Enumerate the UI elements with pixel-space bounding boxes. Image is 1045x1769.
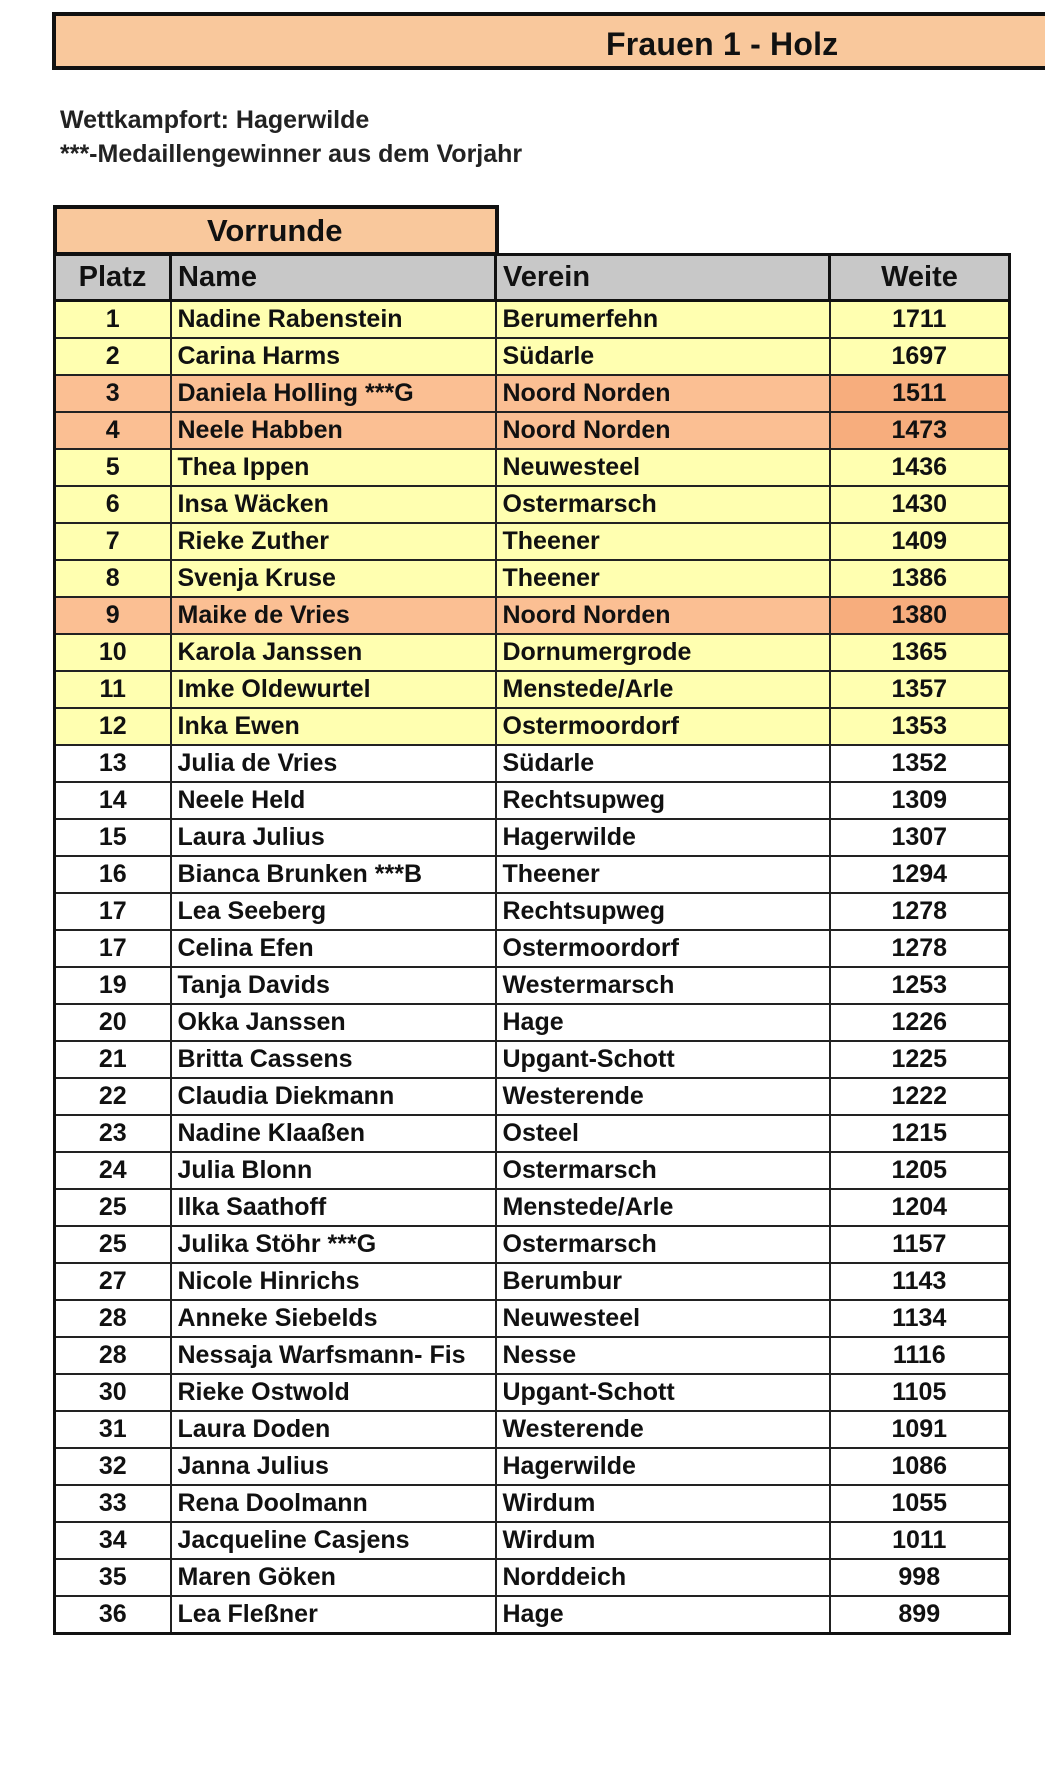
table-row [55, 523, 1010, 560]
cell-verein: Westermarsch [496, 967, 830, 1004]
cell-platz: 5 [55, 449, 171, 486]
cell-name: Insa Wäcken [171, 486, 496, 523]
cell-platz: 20 [55, 1004, 171, 1041]
cell-name: Thea Ippen [171, 449, 496, 486]
cell-name: Maren Göken [171, 1559, 496, 1596]
cell-name: Karola Janssen [171, 634, 496, 671]
cell-platz: 2 [55, 338, 171, 375]
cell-platz: 25 [55, 1226, 171, 1263]
cell-platz: 28 [55, 1337, 171, 1374]
page-title: Frauen 1 - Holz [606, 26, 839, 62]
cell-name: Okka Janssen [171, 1004, 496, 1041]
cell-weite: 899 [830, 1596, 1010, 1634]
medal-note: ***-Medaillengewinner aus dem Vorjahr [60, 140, 523, 168]
cell-name: Rieke Ostwold [171, 1374, 496, 1411]
cell-verein: Norddeich [496, 1559, 830, 1596]
table-row [55, 1448, 1010, 1485]
cell-name: Laura Doden [171, 1411, 496, 1448]
table-row [55, 1004, 1010, 1041]
table-row [55, 449, 1010, 486]
table-row [55, 1115, 1010, 1152]
cell-name: Nicole Hinrichs [171, 1263, 496, 1300]
cell-weite: 1380 [830, 597, 1010, 634]
cell-weite: 1226 [830, 1004, 1010, 1041]
cell-name: Maike de Vries [171, 597, 496, 634]
cell-verein: Noord Norden [496, 375, 830, 412]
cell-name: Rena Doolmann [171, 1485, 496, 1522]
cell-name: Celina Efen [171, 930, 496, 967]
table-header-row [55, 255, 1010, 301]
cell-weite: 1204 [830, 1189, 1010, 1226]
table-row [55, 1041, 1010, 1078]
cell-platz: 31 [55, 1411, 171, 1448]
table-row [55, 597, 1010, 634]
table-row [55, 1152, 1010, 1189]
cell-platz: 4 [55, 412, 171, 449]
cell-name: Imke Oldewurtel [171, 671, 496, 708]
round-header [53, 205, 499, 254]
cell-platz: 12 [55, 708, 171, 745]
cell-weite: 1215 [830, 1115, 1010, 1152]
cell-name: Neele Held [171, 782, 496, 819]
cell-platz: 7 [55, 523, 171, 560]
cell-verein: Osteel [496, 1115, 830, 1152]
cell-verein: Theener [496, 856, 830, 893]
cell-name: Lea Fleßner [171, 1596, 496, 1634]
cell-weite: 1086 [830, 1448, 1010, 1485]
cell-platz: 36 [55, 1596, 171, 1634]
cell-verein: Noord Norden [496, 597, 830, 634]
cell-weite: 998 [830, 1559, 1010, 1596]
cell-name: Janna Julius [171, 1448, 496, 1485]
cell-name: Jacqueline Casjens [171, 1522, 496, 1559]
table-row [55, 745, 1010, 782]
title-bar [52, 12, 1045, 70]
table-row [55, 338, 1010, 375]
cell-verein: Menstede/Arle [496, 671, 830, 708]
cell-platz: 21 [55, 1041, 171, 1078]
cell-weite: 1409 [830, 523, 1010, 560]
cell-weite: 1055 [830, 1485, 1010, 1522]
cell-name: Neele Habben [171, 412, 496, 449]
cell-platz: 1 [55, 301, 171, 339]
table-row [55, 1263, 1010, 1300]
cell-weite: 1436 [830, 449, 1010, 486]
table-row [55, 1374, 1010, 1411]
column-header-name: Name [171, 255, 496, 301]
cell-verein: Rechtsupweg [496, 893, 830, 930]
cell-verein: Wirdum [496, 1522, 830, 1559]
cell-verein: Ostermoordorf [496, 930, 830, 967]
cell-platz: 17 [55, 893, 171, 930]
cell-weite: 1357 [830, 671, 1010, 708]
table-row [55, 1596, 1010, 1634]
location-text: Wettkampfort: Hagerwilde [60, 106, 370, 134]
table-body [55, 301, 1010, 1634]
cell-name: Daniela Holling ***G [171, 375, 496, 412]
cell-name: Nessaja Warfsmann- Fis [171, 1337, 496, 1374]
column-header-verein: Verein [496, 255, 830, 301]
cell-platz: 32 [55, 1448, 171, 1485]
cell-platz: 33 [55, 1485, 171, 1522]
cell-verein: Menstede/Arle [496, 1189, 830, 1226]
cell-verein: Hage [496, 1004, 830, 1041]
cell-name: Tanja Davids [171, 967, 496, 1004]
table-row [55, 375, 1010, 412]
cell-verein: Rechtsupweg [496, 782, 830, 819]
cell-verein: Berumerfehn [496, 301, 830, 339]
cell-name: Rieke Zuther [171, 523, 496, 560]
cell-weite: 1253 [830, 967, 1010, 1004]
cell-weite: 1711 [830, 301, 1010, 339]
cell-platz: 28 [55, 1300, 171, 1337]
cell-weite: 1473 [830, 412, 1010, 449]
cell-verein: Berumbur [496, 1263, 830, 1300]
cell-weite: 1157 [830, 1226, 1010, 1263]
table-row [55, 634, 1010, 671]
cell-platz: 15 [55, 819, 171, 856]
table-row [55, 1485, 1010, 1522]
cell-weite: 1143 [830, 1263, 1010, 1300]
cell-weite: 1365 [830, 634, 1010, 671]
cell-platz: 35 [55, 1559, 171, 1596]
cell-weite: 1222 [830, 1078, 1010, 1115]
column-header-weite: Weite [830, 255, 1010, 301]
cell-verein: Nesse [496, 1337, 830, 1374]
cell-weite: 1011 [830, 1522, 1010, 1559]
cell-name: Nadine Klaaßen [171, 1115, 496, 1152]
table-row [55, 930, 1010, 967]
round-title: Vorrunde [207, 213, 343, 248]
cell-platz: 14 [55, 782, 171, 819]
cell-platz: 30 [55, 1374, 171, 1411]
table-row [55, 1411, 1010, 1448]
cell-verein: Hagerwilde [496, 1448, 830, 1485]
cell-verein: Hage [496, 1596, 830, 1634]
cell-name: Julika Stöhr ***G [171, 1226, 496, 1263]
table-row [55, 967, 1010, 1004]
cell-name: Carina Harms [171, 338, 496, 375]
cell-verein: Ostermarsch [496, 1226, 830, 1263]
cell-weite: 1307 [830, 819, 1010, 856]
cell-name: Lea Seeberg [171, 893, 496, 930]
table-row [55, 1226, 1010, 1263]
cell-verein: Westerende [496, 1411, 830, 1448]
cell-weite: 1278 [830, 930, 1010, 967]
cell-name: Nadine Rabenstein [171, 301, 496, 339]
cell-verein: Noord Norden [496, 412, 830, 449]
table-row [55, 412, 1010, 449]
cell-verein: Hagerwilde [496, 819, 830, 856]
cell-platz: 34 [55, 1522, 171, 1559]
cell-weite: 1697 [830, 338, 1010, 375]
cell-weite: 1134 [830, 1300, 1010, 1337]
cell-name: Britta Cassens [171, 1041, 496, 1078]
cell-verein: Upgant-Schott [496, 1041, 830, 1078]
cell-platz: 9 [55, 597, 171, 634]
cell-platz: 10 [55, 634, 171, 671]
cell-verein: Westerende [496, 1078, 830, 1115]
cell-weite: 1352 [830, 745, 1010, 782]
cell-verein: Ostermoordorf [496, 708, 830, 745]
cell-platz: 22 [55, 1078, 171, 1115]
cell-weite: 1294 [830, 856, 1010, 893]
cell-verein: Dornumergrode [496, 634, 830, 671]
table-row [55, 486, 1010, 523]
cell-weite: 1105 [830, 1374, 1010, 1411]
cell-platz: 16 [55, 856, 171, 893]
column-header-platz: Platz [55, 255, 171, 301]
table-row [55, 671, 1010, 708]
cell-name: Inka Ewen [171, 708, 496, 745]
cell-verein: Theener [496, 560, 830, 597]
cell-verein: Neuwesteel [496, 1300, 830, 1337]
cell-platz: 11 [55, 671, 171, 708]
cell-name: Julia Blonn [171, 1152, 496, 1189]
cell-name: Anneke Siebelds [171, 1300, 496, 1337]
cell-weite: 1205 [830, 1152, 1010, 1189]
table-row [55, 708, 1010, 745]
cell-verein: Wirdum [496, 1485, 830, 1522]
table-row [55, 893, 1010, 930]
cell-name: Svenja Kruse [171, 560, 496, 597]
cell-platz: 24 [55, 1152, 171, 1189]
cell-platz: 17 [55, 930, 171, 967]
cell-name: Laura Julius [171, 819, 496, 856]
cell-verein: Ostermarsch [496, 1152, 830, 1189]
cell-name: Bianca Brunken ***B [171, 856, 496, 893]
cell-weite: 1225 [830, 1041, 1010, 1078]
cell-weite: 1309 [830, 782, 1010, 819]
table-row [55, 1078, 1010, 1115]
cell-weite: 1511 [830, 375, 1010, 412]
table-row [55, 301, 1010, 339]
cell-verein: Ostermarsch [496, 486, 830, 523]
results-table [53, 253, 1011, 1635]
cell-verein: Theener [496, 523, 830, 560]
table-row [55, 1189, 1010, 1226]
cell-platz: 6 [55, 486, 171, 523]
cell-platz: 19 [55, 967, 171, 1004]
cell-platz: 23 [55, 1115, 171, 1152]
cell-platz: 3 [55, 375, 171, 412]
table-row [55, 1522, 1010, 1559]
cell-verein: Südarle [496, 745, 830, 782]
cell-platz: 8 [55, 560, 171, 597]
cell-weite: 1116 [830, 1337, 1010, 1374]
cell-verein: Upgant-Schott [496, 1374, 830, 1411]
cell-weite: 1386 [830, 560, 1010, 597]
cell-platz: 25 [55, 1189, 171, 1226]
cell-weite: 1278 [830, 893, 1010, 930]
cell-weite: 1430 [830, 486, 1010, 523]
table-row [55, 1337, 1010, 1374]
table-row [55, 782, 1010, 819]
cell-weite: 1091 [830, 1411, 1010, 1448]
cell-name: Ilka Saathoff [171, 1189, 496, 1226]
cell-verein: Südarle [496, 338, 830, 375]
table-row [55, 819, 1010, 856]
cell-name: Claudia Diekmann [171, 1078, 496, 1115]
table-row [55, 560, 1010, 597]
cell-platz: 13 [55, 745, 171, 782]
cell-weite: 1353 [830, 708, 1010, 745]
table-row [55, 856, 1010, 893]
cell-verein: Neuwesteel [496, 449, 830, 486]
cell-name: Julia de Vries [171, 745, 496, 782]
table-row [55, 1300, 1010, 1337]
cell-platz: 27 [55, 1263, 171, 1300]
table-row [55, 1559, 1010, 1596]
